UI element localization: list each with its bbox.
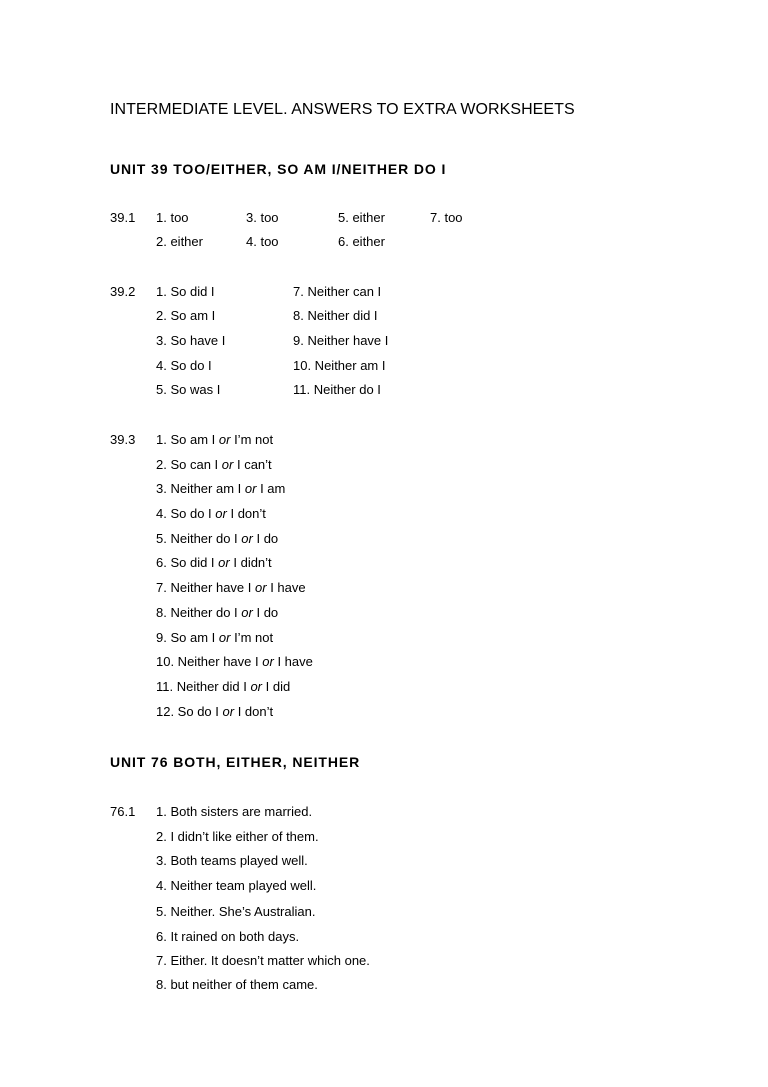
answer-39-2-8: 8. Neither did I — [293, 308, 378, 323]
answer-39-3-11 — [156, 679, 290, 695]
or-word: or — [218, 555, 230, 570]
answer-39-3-5 — [156, 531, 278, 547]
answer-76-1-6: 6. It rained on both days. — [156, 929, 300, 944]
answer-text: 8. Neither do I — [156, 605, 238, 620]
answer-39-2-7: 7. Neither can I — [293, 284, 382, 299]
answer-text: 2. So can I — [156, 457, 219, 472]
answer-76-1-2: 2. I didn’t like either of them. — [156, 829, 319, 844]
or-word: or — [255, 580, 267, 595]
answer-alt: I’m not — [234, 432, 274, 447]
answer-alt: I did — [265, 679, 291, 694]
or-word: or — [241, 531, 253, 546]
answer-39-3-3 — [156, 481, 285, 497]
answer-39-1-6: 6. either — [338, 234, 385, 249]
answer-39-1-2: 2. either — [156, 234, 203, 249]
document-title: INTERMEDIATE LEVEL. ANSWERS TO EXTRA WORKSHEETS — [110, 101, 575, 118]
answer-text: 12. So do I — [156, 704, 219, 719]
answer-76-1-4: 4. Neither team played well. — [156, 878, 317, 893]
answer-text: 11. Neither did I — [156, 679, 247, 694]
answer-39-1-7: 7. too — [430, 210, 463, 225]
answer-76-1-7: 7. Either. It doesn’t matter which one. — [156, 953, 370, 968]
answer-alt: I don’t — [237, 704, 274, 719]
answer-text: 9. So am I — [156, 630, 216, 645]
answer-alt: I do — [256, 605, 279, 620]
answer-39-3-1 — [156, 432, 273, 448]
answer-39-3-8 — [156, 605, 278, 621]
answer-alt: I have — [270, 580, 306, 595]
answer-39-3-2 — [156, 457, 272, 473]
unit-39-heading: UNIT 39 TOO/EITHER, SO AM I/NEITHER DO I — [110, 161, 447, 177]
or-word: or — [244, 481, 257, 496]
exercise-76-1-number: 76.1 — [110, 804, 136, 819]
answer-39-3-6 — [156, 555, 272, 571]
answer-39-2-11: 11. Neither do I — [293, 382, 381, 397]
or-word: or — [222, 704, 235, 719]
or-word: or — [262, 654, 274, 669]
answer-39-3-7 — [156, 580, 306, 596]
answer-alt: I didn’t — [233, 555, 272, 570]
answer-39-3-9 — [156, 630, 273, 646]
answer-39-2-2: 2. So am I — [156, 308, 216, 323]
or-word: or — [215, 506, 227, 521]
answer-39-3-4 — [156, 506, 266, 522]
answer-39-2-4: 4. So do I — [156, 358, 212, 373]
answer-alt: I do — [256, 531, 279, 546]
answer-alt: I don’t — [230, 506, 266, 521]
answer-39-2-10: 10. Neither am I — [293, 358, 386, 373]
unit-76-heading: UNIT 76 BOTH, EITHER, NEITHER — [110, 754, 361, 770]
answer-39-2-3: 3. So have I — [156, 333, 226, 348]
answer-text: 10. Neither have I — [156, 654, 259, 669]
exercise-39-3-number: 39.3 — [110, 432, 136, 447]
answer-text: 7. Neither have I — [156, 580, 252, 595]
answer-39-2-1: 1. So did I — [156, 284, 215, 299]
answer-39-1-3: 3. too — [246, 210, 279, 225]
or-word: or — [250, 679, 262, 694]
answer-39-3-12 — [156, 704, 273, 720]
answer-text: 1. So am I — [156, 432, 216, 447]
answer-text: 4. So do I — [156, 506, 212, 521]
exercise-39-2-number: 39.2 — [110, 284, 136, 299]
or-word: or — [241, 605, 253, 620]
answer-text: 6. So did I — [156, 555, 215, 570]
exercise-39-1-number: 39.1 — [110, 210, 136, 225]
answer-76-1-1: 1. Both sisters are married. — [156, 804, 313, 819]
answer-alt: I am — [260, 481, 286, 496]
or-word: or — [221, 457, 234, 472]
answer-39-2-5: 5. So was I — [156, 382, 221, 397]
answer-76-1-8: 8. but neither of them came. — [156, 977, 318, 992]
answer-39-2-9: 9. Neither have I — [293, 333, 389, 348]
answer-39-1-1: 1. too — [156, 210, 189, 225]
answer-76-1-5: 5. Neither. She’s Australian. — [156, 904, 316, 919]
answer-39-3-10 — [156, 654, 313, 670]
answer-76-1-3: 3. Both teams played well. — [156, 853, 308, 868]
answer-39-1-4: 4. too — [246, 234, 279, 249]
or-word: or — [218, 432, 231, 447]
answer-text: 3. Neither am I — [156, 481, 242, 496]
answer-39-1-5: 5. either — [338, 210, 385, 225]
answer-text: 5. Neither do I — [156, 531, 238, 546]
answer-alt: I’m not — [234, 630, 274, 645]
answer-alt: I can’t — [236, 457, 272, 472]
or-word: or — [218, 630, 231, 645]
answer-alt: I have — [277, 654, 313, 669]
